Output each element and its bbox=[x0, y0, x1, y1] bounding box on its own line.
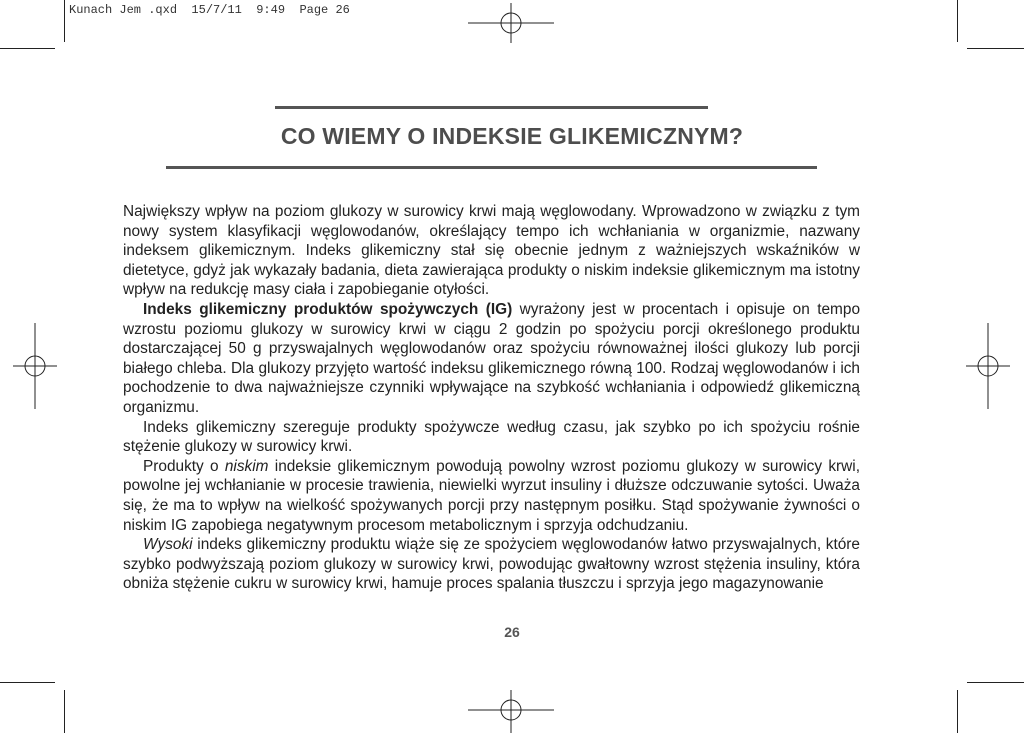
crop-mark-icon bbox=[967, 682, 1024, 683]
paragraph-text: indeks glikemiczny produktu wiąże się ze spożyciem węglowodanów łatwo przyswajalnych, które szybko podwyższają poziom glukozy w surowicy krwi, powodując gwałtowny wzrost stężenia insuliny, która obniża stężenie cukru w surowicy krwi, hamuje proces spalania tłuszczu i sprzyja jego magazynowanie bbox=[123, 536, 860, 593]
crop-mark-icon bbox=[957, 0, 958, 42]
paragraph-lead: Produkty o bbox=[143, 457, 225, 475]
crosshair-registration-icon bbox=[468, 690, 554, 733]
paragraph-italic: Wysoki bbox=[143, 536, 193, 554]
crosshair-registration-icon bbox=[468, 3, 554, 43]
title-rule-bottom bbox=[166, 166, 817, 169]
paragraph-italic: niskim bbox=[224, 457, 269, 475]
crop-mark-icon bbox=[0, 682, 55, 683]
paragraph bbox=[123, 202, 860, 300]
page-number: 26 bbox=[504, 624, 520, 640]
paragraph bbox=[123, 418, 860, 457]
paragraph bbox=[123, 535, 860, 594]
crop-mark-icon bbox=[957, 690, 958, 733]
crop-mark-icon bbox=[64, 0, 65, 42]
paragraph bbox=[123, 300, 860, 418]
crop-mark-icon bbox=[967, 48, 1024, 49]
title-rule-top bbox=[275, 106, 708, 109]
crosshair-registration-icon bbox=[966, 323, 1010, 409]
crop-mark-icon bbox=[0, 48, 55, 49]
print-slug: Kunach Jem .qxd 15/7/11 9:49 Page 26 bbox=[69, 3, 350, 17]
paragraph-text: Największy wpływ na poziom glukozy w surowicy krwi mają węglowodany. Wprowadzono w związku z tym nowy system klasyfikacji węglowodanów, określający tempo ich wchłaniania w organizmie, nazwany indeksem glikemicznym. Indeks glikemiczny stał się obecnie jednym z ważniejszych wskaźników w dietetyce, gdyż jak wykazały badania, dieta zawierająca produkty o niskim indeksie glikemicznym ma istotny wpływ na redukcję masy ciała i zapobieganie otyłości. bbox=[123, 203, 860, 299]
paragraph bbox=[123, 457, 860, 535]
crosshair-registration-icon bbox=[13, 323, 57, 409]
paragraph-text: Indeks glikemiczny szereguje produkty spożywcze według czasu, jak szybko po ich spożyciu rośnie stężenie glukozy w surowicy krwi. bbox=[123, 418, 860, 456]
page-title: CO WIEMY O INDEKSIE GLIKEMICZNYM? bbox=[280, 123, 744, 149]
crop-mark-icon bbox=[64, 690, 65, 733]
paragraph-bold-lead: Indeks glikemiczny produktów spożywczych (IG) bbox=[143, 300, 513, 318]
body-text bbox=[123, 202, 860, 594]
paragraph-text: indeksie glikemicznym powodują powolny wzrost poziomu glukozy w surowicy krwi, powolne jej wchłanianie w procesie trawienia, niewielki wyrzut insuliny i dłuższe odczuwanie sytości. Uważa się, że ma to wpływ na wielkość spożywanych porcji przy następnym posiłku. Stąd spożywanie żywności o niskim IG zapobiega negatywnym procesom metabolicznym i sprzyja odchudzaniu. bbox=[123, 457, 860, 534]
paragraph-text: wyrażony jest w procentach i opisuje on tempo wzrostu poziomu glukozy w surowicy krwi w ciągu 2 godzin po spożyciu porcji określonego produktu dostarczającej 50 g przyswajalnych węglowodanów oraz spożyciu równoważnej ilości glukozy lub porcji białego chleba. Dla glukozy przyjęto wartość indeksu glikemicznego równą 100. Rodzaj węglowodanów i ich pochodzenie to dwa najważniejsze czynniki wpływające na szybkość wchłaniania i odpowiedź glikemiczną organizmu. bbox=[123, 300, 861, 416]
